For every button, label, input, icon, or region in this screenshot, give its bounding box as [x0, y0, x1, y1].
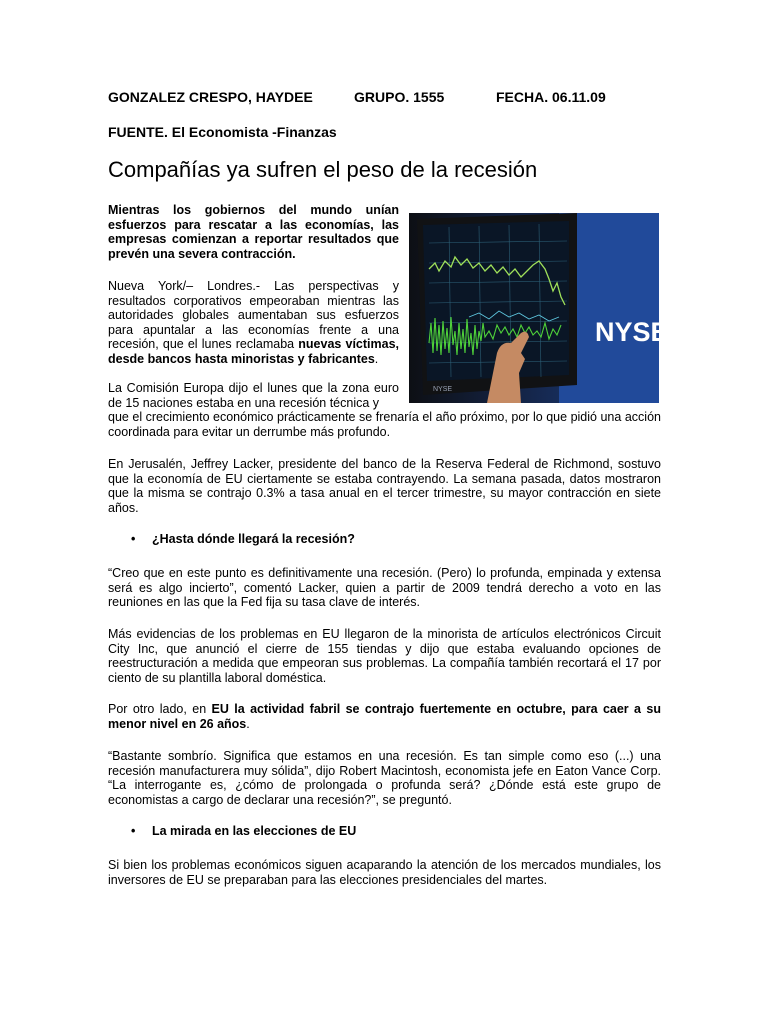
source-line: FUENTE. El Economista -Finanzas [108, 124, 337, 140]
student-name: GONZALEZ CRESPO, HAYDEE [108, 89, 313, 105]
lead-paragraph: Mientras los gobiernos del mundo unían esfuerzos para rescatar a las economías, las empresas comienzan a reportar resultados que prevén una severa contracción. [108, 203, 399, 261]
document-date: FECHA. 06.11.09 [496, 89, 606, 105]
stock-market-photo [409, 213, 669, 403]
paragraph-comision-europa-top: La Comisión Europa dijo el lunes que la zona euro de 15 naciones estaba en una recesión técnica y [108, 381, 399, 410]
bullet-elecciones: • La mirada en las elecciones de EU [131, 824, 357, 838]
paragraph-elecciones: Si bien los problemas económicos siguen acaparando la atención de los mercados mundiales, los inversores de EU se preparaban para las elecciones presidenciales del martes. [108, 858, 661, 887]
group-number: GRUPO. 1555 [354, 89, 445, 105]
paragraph-lacker-quote: “Creo que en este punto es definitivamente una recesión. (Pero) lo profunda, empinada y extensa será es algo incierto”, comentó Lacker, quien a partir de 2009 tendrá derecho a voto en las reuniones en las que la Fed fija su tasa clave de interés. [108, 566, 661, 609]
paragraph-jerusalen: En Jerusalén, Jeffrey Lacker, presidente del banco de la Reserva Federal de Richmond, sostuvo que la economía de EU ciertamente se estaba contrayendo. La semana pasada, datos mostraron que la misma se contrajo 0.3% a tasa anual en el tercer trimestre, su mayor contracción en siete años. [108, 457, 661, 515]
bullet-dot: • [131, 824, 136, 838]
bullet-hasta-donde: • ¿Hasta dónde llegará la recesión? [131, 532, 355, 546]
paragraph-actividad-fabril: Por otro lado, en EU la actividad fabril se contrajo fuertemente en octubre, para caer a su menor nivel en 26 años. [108, 702, 661, 731]
article-title: Compañías ya sufren el peso de la recesión [108, 157, 538, 182]
paragraph-circuit-city: Más evidencias de los problemas en EU llegaron de la minorista de artículos electrónicos Circuit City Inc, que anunció el cierre de 155 tiendas y dijo que estaba evaluando opciones de reestructuración a medida que empeoran sus problemas. La compañía también recortará el 17 por ciento de su plantilla laboral doméstica. [108, 627, 661, 685]
bullet-dot: • [131, 532, 136, 546]
stock-chart-image [409, 213, 669, 403]
paragraph-macintosh-quote: “Bastante sombrío. Significa que estamos en una recesión. Es tan simple como eso (...) una recesión manufacturera muy sólida”, dijo Robert Macintosh, economista jefe en Eaton Vance Corp. “La interrogante es, ¿cómo de prolongada o profunda será? ¿Dónde está este grupo de economistas a cargo de declarar una recesión?”, se preguntó. [108, 749, 661, 807]
nyse-screen-label: NYSE [433, 386, 453, 393]
paragraph-comision-europa-rest: que el crecimiento económico prácticamente se frenaría el año próximo, por lo que pidió una acción coordinada para evitar un derrumbe más profundo. [108, 410, 661, 439]
nyse-wall-sign: NYSE [595, 317, 669, 347]
paragraph-new-york: Nueva York/– Londres.- Las perspectivas y resultados corporativos empeoraban mientras las autoridades globales aumentaban sus esfuerzos para apuntalar a las economías frente a una recesión, que el lunes reclamaba nuevas víctimas, desde bancos hasta minoristas y fabricantes. [108, 279, 399, 366]
